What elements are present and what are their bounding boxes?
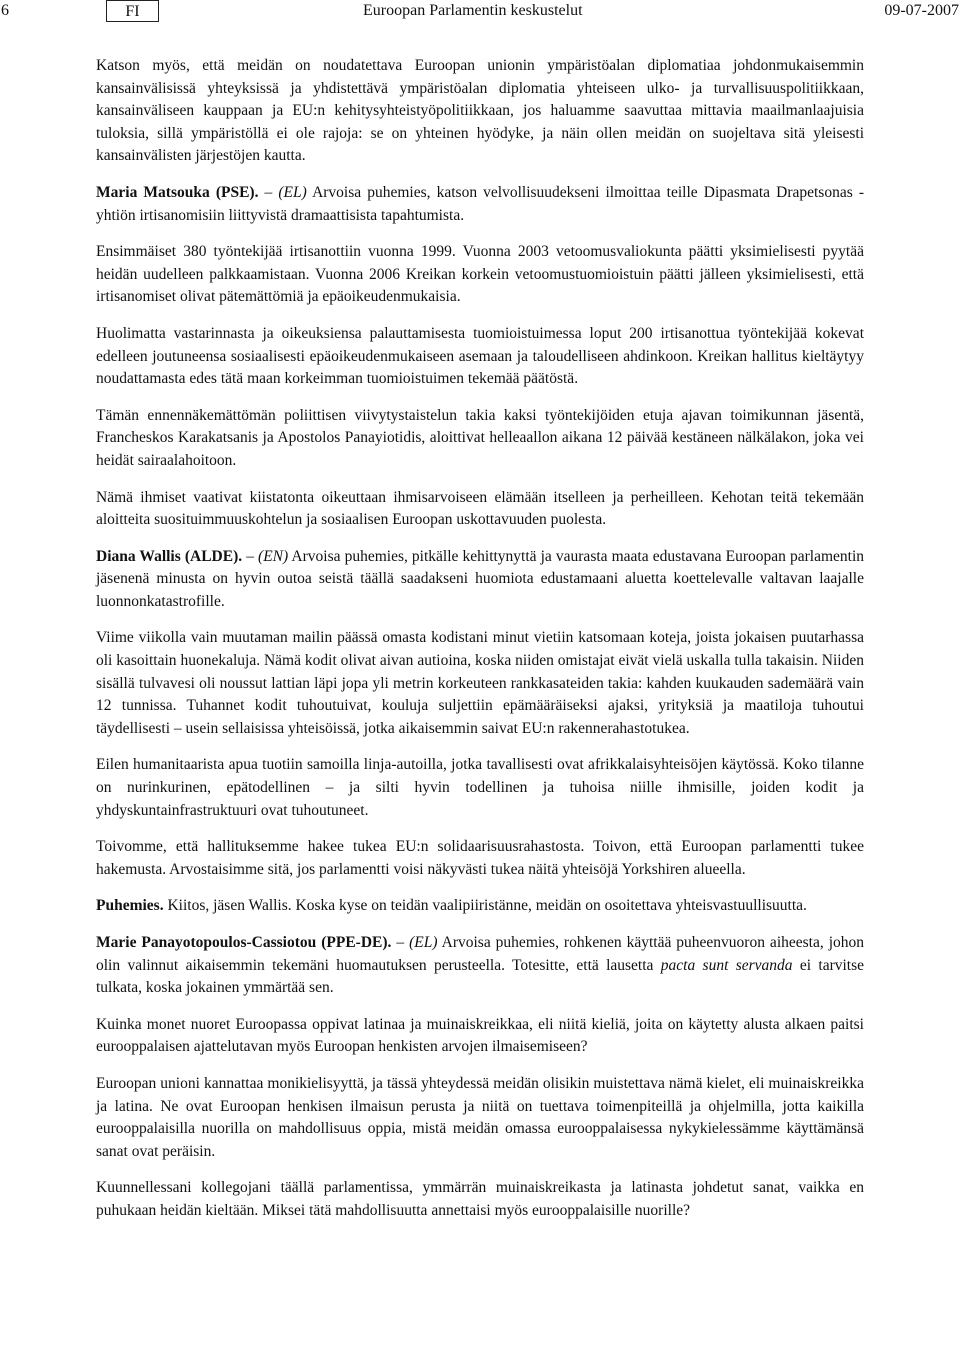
paragraph-9: Eilen humanitaarista apua tuotiin samoilla linja-autoilla, jotka tavallisesti ovat afrikkalaisyhteisöjen käytössä. Koko tilanne on nurinkurinen, epätodellinen – ja silti hyvin todellinen ja tuhoisa niille ihmisille, joiden kodit ja yhdyskuntainfrastruktuuri ovat tuhoutuneet. [96, 756, 864, 819]
speech-language: (EL) [409, 934, 438, 951]
document-title: Euroopan Parlamentin keskustelut [363, 2, 583, 19]
paragraph-2: Maria Matsouka (PSE). – (EL) Arvoisa puhemies, katson velvollisuudekseni ilmoittaa teille Dipasmata Drapetsonas -yhtiön irtisanomisiin liittyvistä dramaattisista tapahtumista. [96, 183, 865, 224]
latin-phrase: pacta sunt servanda [660, 956, 793, 974]
speech-text: Arvoisa puhemies, katson velvollisuudekseni ilmoittaa teille Dipasmata Drapetsonas -yhtiön irtisanomisiin liittyvistä dramaattisista tapahtumista. [96, 183, 865, 224]
speech-language: (EN) [258, 547, 289, 565]
speech-text: Arvoisa puhemies, rohkenen käyttää puheenvuoron aiheesta, johon olin valinnut aikaisemmin tekemäni huomautuksen perusteella. Totesitte, että lausetta [96, 934, 865, 974]
paragraph-8: Viime viikolla vain muutaman mailin päässä omasta kodistani minut vietiin katsomaan koteja, joista jokaisen puutarhassa oli kasoittain huonekaluja. Nämä kodit olivat aivan autioina, koska niiden omistajat eivät vielä uskalla tulla takaisin. Niiden sisällä tulvavesi oli noussut lattian läpi jopa yli metrin korkeuteen rankkasateiden takia: kahden kuukauden sademäärä vain 12 tunnissa. Tuhannet kodit tuhoutuivat, kouluja suljettiin epämääräiseksi ajaksi, yrityksiä ja maatiloja tuhoutui täydellisesti – usein sellaisissa yhteisöissä, jotka aikaisemmin saivat EU:n rakennerahastotukea. [96, 629, 864, 737]
speech-text-continued: ei tarvitse tulkata, koska jokainen ymmärtää sen. [96, 956, 865, 997]
speaker-name: Maria Matsouka (PSE). [96, 183, 259, 201]
speech-text: Kiitos, jäsen Wallis. Koska kyse on teidän vaalipiiristänne, meidän on osoitettava yhteisvastuullisuutta. [167, 897, 807, 915]
paragraph-11 [96, 895, 864, 918]
page-number: 6 [1, 2, 9, 19]
language-code-box: FI [106, 0, 159, 22]
paragraph-4: Huolimatta vastarinnasta ja oikeuksiensa palauttamisesta tuomioistuimessa loput 200 irtisanottua työntekijää kokevat edelleen joutuneensa sosiaalisesti epäoikeudenmukaiseen asemaan ja taloudelliseen ahdinkoon. Kreikan hallitus kieltäytyy noudattamasta edes tätä maan korkeimman tuomioistuimen tekemää päätöstä. [96, 324, 864, 388]
paragraph-5: Tämän ennennäkemättömän poliittisen viivytystaistelun takia kaksi työntekijöiden etuja ajavan toimikunnan jäsentä, Francheskos Karakatsanis ja Apostolos Panayiotidis, aloittivat helleaallon aikana 12 päivää kestäneen nälkälakon, joka vei heidät sairaalahoitoon. [96, 406, 864, 469]
paragraph-12: Marie Panayotopoulos-Cassiotou (PPE-DE). – (EL) Arvoisa puhemies, rohkenen käyttää puheenvuoron aiheesta, johon olin valinnut aikaisemmin tekemäni huomautuksen perusteella. Totesitte, että lausetta pacta sunt servanda ei tarvitse tulkata, koska jokainen ymmärtää sen. [96, 934, 865, 997]
speaker-name: Puhemies. [96, 897, 164, 915]
paragraph-15: Kuunnellessani kollegojani täällä parlamentissa, ymmärrän muinaiskreikasta ja latinasta johdetut sanat, vaikka en puhukaan heidän kieltään. Miksei tätä mahdollisuutta annettaisi myös eurooppalaisille nuorille? [96, 1179, 864, 1219]
speech-language: (EL) [278, 183, 307, 201]
speech-text: Arvoisa puhemies, pitkälle kehittynyttä ja vaurasta maata edustavana Euroopan parlamentin jäsenenä minusta on hyvin outoa seistä täällä saadakseni huomiota edustamaani aluetta koettelevalle valtavan laajalle luonnonkatastrofille. [96, 547, 865, 610]
paragraph-14: Euroopan unioni kannattaa monikielisyyttä, ja tässä yhteydessä meidän olisikin muistettava nämä kielet, eli muinaiskreikka ja latina. Ne ovat Euroopan henkisen ilmaisun perusta ja niitä on tuettava toimenpiteillä ja ohjelmilla, jotta kaikilla eurooppalaisilla nuorilla on mahdollisuus oppia, mistä meidän omassa eurooppalaisessa nykykielessämme käyttämänsä sanat ovat peräisin. [96, 1074, 864, 1160]
paragraph-7: Diana Wallis (ALDE). – (EN) Arvoisa puhemies, pitkälle kehittynyttä ja vaurasta maata edustavana Euroopan parlamentin jäsenenä minusta on hyvin outoa seistä täällä saadakseni huomiota edustamaani aluetta koettelevalle valtavan laajalle luonnonkatastrofille. [96, 547, 865, 610]
page-header [0, 0, 960, 30]
document-date: 09-07-2007 [884, 2, 959, 19]
paragraph-3: Ensimmäiset 380 työntekijää irtisanottiin vuonna 1999. Vuonna 2003 vetoomusvaliokunta päätti yksimielisesti pyytää heidän uudelleen palkkaamistaan. Vuonna 2006 Kreikan korkein vetoomustuomioistuin päätti jälleen yksimielisesti, että irtisanomiset olivat pätemättömiä ja epäoikeudenmukaisia. [96, 243, 864, 306]
paragraph-6: Nämä ihmiset vaativat kiistatonta oikeuttaan ihmisarvoiseen elämään itselleen ja perheilleen. Kehotan teitä tekemään aloitteita suosituimmuuskohtelun ja sosiaalisen Euroopan uskottavuuden puolesta. [96, 488, 864, 529]
speaker-name: Diana Wallis (ALDE). [96, 547, 243, 565]
document-body [96, 55, 864, 1237]
paragraph-1: Katson myös, että meidän on noudatettava Euroopan unionin ympäristöalan diplomatiaa johdonmukaisemmin kansainvälisissä yhteyksissä ja yhdistettävä ympäristöalan diplomatia yhteiseen ulko- ja turvallisuuspolitiikkaan, kansainväliseen kauppaan ja EU:n kehitysyhteistyöpolitiikkaan, jos haluamme saavuttaa mittavia maailmanlaajuisia tuloksia, sillä ympäristöllä ei ole rajoja: se on yhteinen hyödyke, ja näin ollen meidän on suojeltava sitä yleisesti kansainvälisten järjestöjen kautta. [96, 57, 864, 165]
paragraph-10: Toivomme, että hallituksemme hakee tukea EU:n solidaarisuusrahastosta. Toivon, että Euroopan parlamentti tukee hakemusta. Arvostaisimme sitä, jos parlamentti voisi näkyvästi tukea näitä yhteisöjä Yorkshiren alueella. [96, 838, 864, 878]
speaker-name: Marie Panayotopoulos-Cassiotou (PPE-DE). [96, 934, 392, 951]
paragraph-13: Kuinka monet nuoret Euroopassa oppivat latinaa ja muinaiskreikkaa, eli niitä kieliä, joita on käytetty alusta alkaen paitsi eurooppalaisen ajattelutavan myös Euroopan henkisten arvojen ilmaisemiseen? [96, 1015, 864, 1056]
